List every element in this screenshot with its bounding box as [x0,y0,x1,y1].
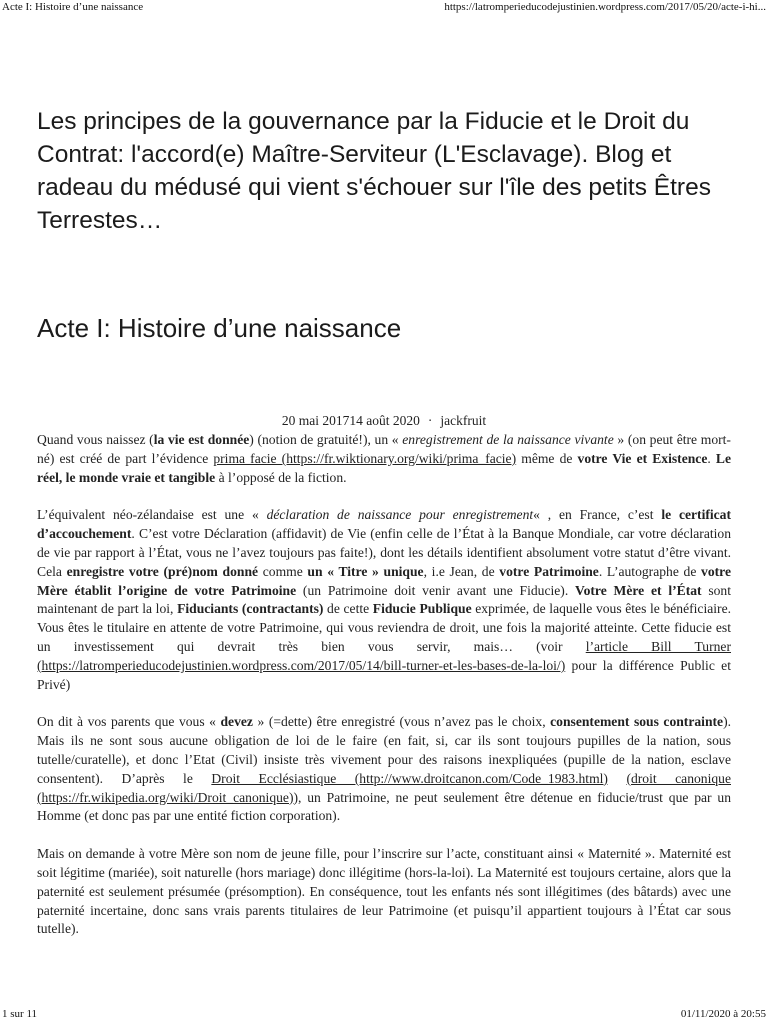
bold-text: votre Mère établit l’origine de votre Patrimoine [37,563,731,598]
bold-text: enregistre votre (pré)nom donné [66,563,259,579]
bold-text: un « Titre » unique [307,563,424,579]
bold-text: le certificat d’accouchement [37,507,732,542]
meta-separator: · [427,413,433,428]
text: » (on peut être mort-né) est créé de part l’évidence [37,432,731,466]
italic-text: déclaration de naissance pour enregistrement [266,507,534,523]
text: . C’est votre Déclaration (affidavit) de Vie (enfin celle de l’État à la Banque Mondiale, car votre déclaration de vie par rapport à l’État, vous ne l’avez toujours pas faite!), dont les détails identifient absolument votre statut d’être vivant. Cela [37,526,731,579]
text: à l’opposé de la fiction. [215,469,347,485]
text: . L’autographe de [598,563,702,579]
italic-text: enregistrement de la naissance vivante [402,432,614,447]
post-content [37,431,731,958]
text: , i.e Jean, de [423,563,500,579]
bold-text: Votre Mère et l’État [575,582,702,598]
page-number: 1 sur 11 [2,1008,38,1020]
text: exprimée, de laquelle vous êtes le bénéficiaire. Vous êtes le titulaire en attente de votre Patrimoine, qui vous reviendra de droit, une fois la majorité atteinte. Cette fiducie est un investissement qui devrait très bien vous servir, mais… (voir [37,601,731,654]
paragraph-3 [37,713,731,826]
bold-text: la vie est donnée [153,432,250,447]
paragraph-4: Mais on demande à votre Mère son nom de jeune fille, pour l’inscrire sur l’acte, constituant ainsi « Maternité ». Maternité est soit légitime (mariée), soit naturelle (hors mariage) donc illégitime (hors-la-loi). La Maternité est toujours certaine, alors que la paternité est seulement présumée (présomption). En conséquence, tout les enfants nés sont illégitimes (des bâtards) avec une paternité incertaine, donc sans vrais parents titulaires de leur Patrimoine (et puisqu’il appartient toujours à l’État car sous tutelle). [37,846,731,937]
text: ) (notion de gratuité!), un « [249,432,403,447]
site-title[interactable]: Les principes de la gouvernance par la Fiducie et le Droit du Contrat: l'accord(e) Maître-Serviteur (L'Esclavage). Blog et radeau du médusé qui vient s'échouer sur l'île des petits Êtres Terrestes… [37,108,711,234]
text: . [707,450,716,466]
link-bill-turner-article[interactable]: l’article Bill Turner (https://latromperieducodejustinien.wordpress.com/2017/05/14/bill-turner-et-les-bases-de-la-loi/) [37,638,731,673]
text: ). Mais ils ne sont sous aucune obligation de loi de le faire (en fait, si, car ils sont toujours pupilles de la nation, sous tutelle/curatelle), et donc l’Etat (Civil) insiste très vivement pour des raisons inexpliquées (pupille de la nation, esclave consentent). D’après le [37,714,732,786]
paragraph-2 [37,506,731,694]
bold-text: devez [220,714,253,730]
text: ), un Patrimoine, ne peut seulement être détenue en fiducie/trust que par un Homme (et donc pas par une entité fiction corporation). [37,789,731,824]
print-footer [2,1008,766,1020]
link-droit-ecclesiastique[interactable]: Droit Ecclésiastique (http://www.droitcanon.com/Code_1983.html) [211,770,608,786]
text: de cette [323,601,373,617]
text: même de [516,450,578,466]
text: L’équivalent néo-zélandaise est une « [37,507,267,523]
bold-text: votre Patrimoine [499,563,599,579]
post-meta [0,413,768,429]
text: » (=dette) être enregistré (vous n’avez pas le choix, [252,714,551,730]
bold-text: consentement sous contrainte [550,714,724,730]
post-date-updated: 14 août 2020 [349,413,420,428]
post-author[interactable]: jackfruit [440,413,487,428]
print-datetime: 01/11/2020 à 20:55 [680,1008,766,1020]
print-header-title: Acte I: Histoire d’une naissance [2,1,144,13]
post-title: Acte I: Histoire d’une naissance [37,313,402,343]
text: Quand vous naissez ( [37,432,154,447]
post-date-published[interactable]: 20 mai 2017 [281,413,350,428]
bold-text: Fiducie Publique [372,601,472,617]
print-header [2,1,766,13]
text: sont maintenant de part la loi, [37,582,731,617]
text: pour la différence Public et Privé) [37,657,731,692]
text: comme [258,563,308,579]
text: (un Patrimoine doit venir avant une Fiducie). [296,582,576,598]
print-header-url: https://latromperieducodejustinien.wordpress.com/2017/05/20/acte-i-hi... [444,1,766,13]
text: On dit à vos parents que vous « [37,714,221,730]
bold-text: Fiduciants (contractants) [177,601,324,617]
link-prima-facie[interactable]: prima facie (https://fr.wiktionary.org/wiki/prima_facie) [213,450,517,466]
paragraph-1 [37,431,731,487]
bold-text: Le réel, le monde vraie et tangible [37,450,731,485]
text: « , en France, c’est [533,507,662,523]
link-droit-canonique[interactable]: (droit canonique (https://fr.wikipedia.org/wiki/Droit_canonique) [37,770,731,805]
text [608,771,626,786]
bold-text: votre Vie et Existence [577,450,708,466]
